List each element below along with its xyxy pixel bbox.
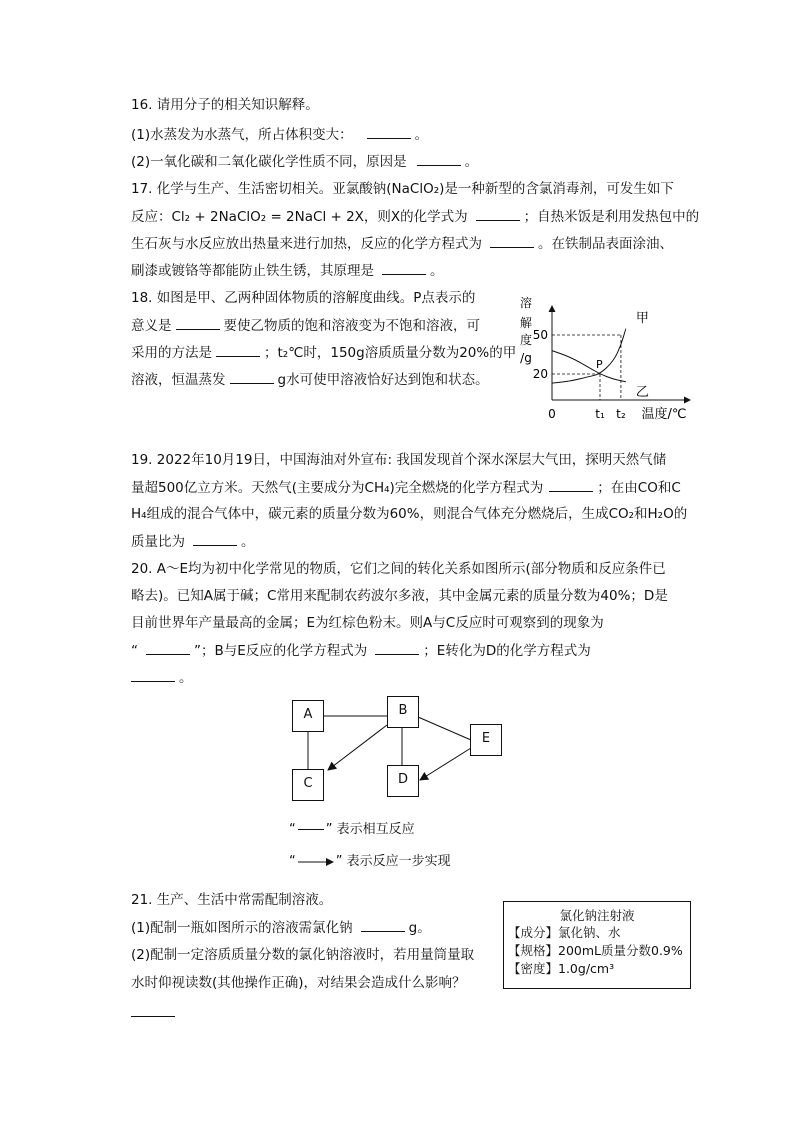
q17-line2 [131, 207, 699, 226]
card-density: 【密度】1.0g/cm³ [508, 961, 615, 976]
q18-blank2[interactable] [216, 343, 260, 357]
q16-stem: 16. 请用分子的相关知识解释。 [131, 97, 319, 113]
arrow-b-c [328, 725, 387, 770]
q18-line2a: 意义是 [131, 318, 172, 334]
q21-line3: (2)配制一定溶质质量分数的氯化钠溶液时，若用量筒量取 [131, 947, 475, 963]
q17-line2a: 反应：Cl₂ + 2NaClO₂ = 2NaCl + 2X，则X的化学式为 [131, 209, 468, 225]
q17-line4a: 刷漆或镀铬等都能防止铁生锈，其原理是 [131, 263, 374, 279]
q19-line2 [131, 478, 681, 497]
q21-blank2[interactable] [131, 1003, 175, 1017]
q18-line4b: g水可使甲溶液恰好达到饱和状态。 [277, 372, 489, 388]
q19-line4 [131, 532, 255, 551]
q18-line4 [131, 370, 489, 389]
card-title: 氯化钠注射液 [559, 908, 635, 923]
y-axis-label-2: 解 [519, 316, 533, 330]
x-axis-label: 温度/℃ [641, 407, 687, 422]
q19-line4b: 。 [241, 534, 255, 550]
y-axis-label-1: 溶 [519, 296, 533, 310]
legend-convert-text: 表示反应一步实现 [346, 854, 451, 869]
q17-blank2[interactable] [490, 234, 534, 248]
q20-line4a: “ [131, 643, 138, 659]
q17-line2b: ；自热米饭是利用发热包中的 [523, 209, 700, 225]
series-label-jia: 甲 [635, 311, 649, 326]
q20-line2: 略去)。已知A属于碱；C常用来配制农药波尔多液，其中金属元素的质量分数为40%；D是 [131, 588, 668, 604]
legend-line-symbol: “ ” [289, 822, 333, 837]
legend-react [289, 818, 415, 837]
q16-part2-text: (2)一氧化碳和二氧化碳化学性质不同，原因是 [131, 154, 407, 170]
q17-line4b: 。 [430, 263, 444, 279]
arrow-e-d [420, 748, 471, 780]
q21-line2b: g。 [408, 920, 431, 936]
q19-line1: 19. 2022年10月19日，中国海油对外宣布: 我国发现首个深水深层大气田，探明天然气储 [131, 452, 667, 468]
solubility-chart [512, 292, 702, 424]
node-b: B [387, 696, 419, 728]
q20-line5b: 。 [179, 670, 193, 686]
q19-line3: H₄组成的混合气体中，碳元素的质量分数为60%，则混合气体充分燃烧后，生成CO₂和H₂O的 [131, 506, 688, 522]
q16-blank1[interactable] [367, 125, 411, 139]
node-e: E [470, 724, 502, 756]
q18-blank1[interactable] [176, 316, 220, 330]
legend-arrow-symbol: “ ” [289, 854, 343, 869]
q17-blank3[interactable] [382, 261, 426, 275]
q18-line2 [131, 316, 480, 335]
node-d: D [387, 765, 419, 797]
x-tick-label: t₂ [616, 407, 626, 421]
q20-blank3[interactable] [131, 668, 175, 682]
node-a: A [292, 700, 324, 732]
q19-blank1[interactable] [549, 478, 593, 492]
q16-part1-text: (1)水蒸发为水蒸气，所占体积变大： [131, 127, 353, 143]
q16-blank2[interactable] [417, 152, 461, 166]
q19-blank2[interactable] [193, 532, 237, 546]
q20-line4b: ”；B与E反应的化学方程式为 [194, 643, 368, 659]
q20-blank2[interactable] [375, 641, 419, 655]
q21-line2 [131, 918, 431, 937]
legend-react-text: 表示相互反应 [336, 822, 415, 837]
q20-blank1[interactable] [146, 641, 190, 655]
series-label-yi: 乙 [635, 384, 649, 400]
q18-line3a: 采用的方法是 [131, 345, 212, 361]
y-axis-label-4: /g [520, 351, 532, 365]
saline-label-card [503, 901, 691, 989]
q16-part2 [131, 152, 478, 171]
q19-line2a: 量超500亿立方米。天然气(主要成分为CH₄)完全燃烧的化学方程式为 [131, 480, 544, 496]
q18-line2b: 要使乙物质的饱和溶液变为不饱和溶液，可 [223, 318, 480, 334]
q21-line2a: (1)配制一瓶如图所示的溶液需氯化钠 [131, 920, 353, 936]
q20-line1: 20. A～E均为初中化学常见的物质，它们之间的转化关系如图所示(部分物质和反应条件已 [131, 561, 666, 577]
series-line-jia [552, 329, 626, 384]
q21-line5 [131, 1003, 179, 1022]
q20-line4 [131, 641, 591, 660]
q16-part1 [131, 125, 428, 144]
q17-line1: 17. 化学与生产、生活密切相关。亚氯酸钠(NaClO₂)是一种新型的含氯消毒剂，可发生如下 [131, 181, 674, 197]
x-tick-label: t₁ [595, 407, 605, 421]
q21-line4: 水时仰视读数(其他操作正确)，对结果会造成什么影响？ [131, 975, 466, 991]
link-b-e [418, 717, 471, 740]
y-tick-label: 20 [532, 367, 548, 381]
point-p-label: P [596, 358, 603, 371]
q17-line3b: 。在铁制品表面涂油、 [538, 236, 673, 252]
q18-line1: 18. 如图是甲、乙两种固体物质的溶解度曲线。P点表示的 [131, 290, 476, 306]
card-ingredients: 【成分】氯化钠、水 [508, 925, 621, 940]
q21-blank1[interactable] [361, 918, 405, 932]
card-spec: 【规格】200mL质量分数0.9% [508, 943, 683, 958]
q21-line1: 21. 生产、生活中常需配制溶液。 [131, 892, 333, 908]
q18-line3b: ；t₂℃时，150g溶质质量分数为20%的甲 [264, 345, 517, 361]
origin-label: 0 [548, 407, 556, 421]
q19-line4a: 质量比为 [131, 534, 185, 550]
q18-line3 [131, 343, 516, 362]
q20-line3: 目前世界年产量最高的金属；E为红棕色粉末。则A与C反应时可观察到的现象为 [131, 615, 604, 631]
q17-line3 [131, 234, 673, 253]
y-axis-label-3: 度 [519, 333, 533, 347]
q16-end1: 。 [414, 127, 429, 143]
q20-line4c: ；E转化为D的化学方程式为 [423, 643, 591, 659]
y-tick-label: 50 [532, 328, 548, 342]
node-c: C [292, 769, 324, 801]
q16-end2: 。 [464, 154, 479, 170]
legend-convert [289, 850, 451, 869]
q18-line4a: 溶液，恒温蒸发 [131, 372, 226, 388]
q20-line5 [131, 668, 193, 687]
q17-line3a: 生石灰与水反应放出热量来进行加热，反应的化学方程式为 [131, 236, 482, 252]
q18-blank3[interactable] [230, 370, 274, 384]
q17-line4 [131, 261, 444, 280]
q17-blank1[interactable] [476, 207, 520, 221]
q19-line2b: ；在由CO和C [597, 480, 681, 496]
